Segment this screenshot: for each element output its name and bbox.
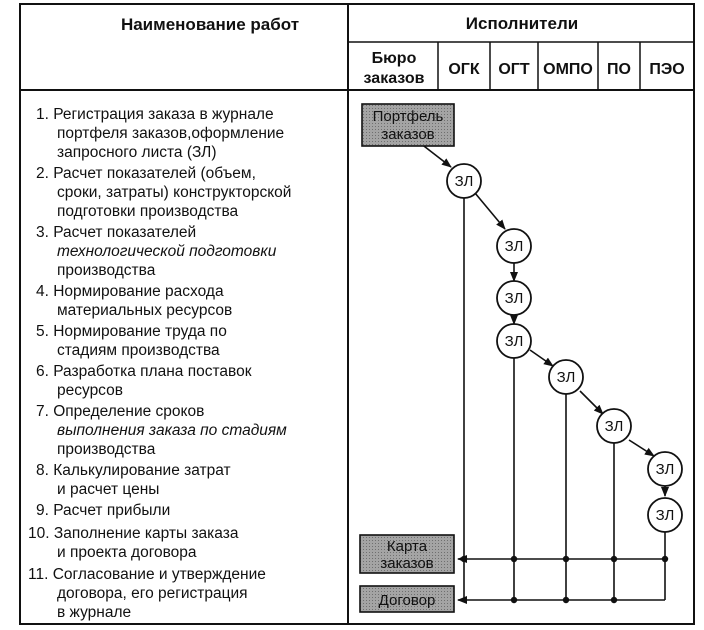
zl-node-3-label: ЗЛ <box>504 290 524 307</box>
zl-node-6-label: ЗЛ <box>604 418 624 435</box>
column-header-po: ПО <box>607 61 631 78</box>
zl-node-4-label: ЗЛ <box>504 333 524 350</box>
column-header-bureau-line2: заказов <box>363 70 425 87</box>
task-4-line1: 4. Нормирование расхода <box>36 283 224 300</box>
junction-dots <box>461 556 668 603</box>
task-2-line1: 2. Расчет показателей (объем, <box>36 165 256 182</box>
column-header-ogk: ОГК <box>448 61 480 78</box>
zl-nodes <box>447 164 682 532</box>
flow-connectors <box>420 143 665 600</box>
zl-node-2 <box>497 229 531 263</box>
task-8-line2: и расчет цены <box>57 481 160 498</box>
task-11-line1: 11. Согласование и утверждение <box>28 566 266 583</box>
zl-node-5 <box>549 360 583 394</box>
column-headers <box>364 50 685 87</box>
arrow-zl1-to-zl2 <box>475 193 505 229</box>
task-5-line1: 5. Нормирование труда по <box>36 323 227 340</box>
task-3-line1: 3. Расчет показателей <box>36 224 197 241</box>
task-6-line1: 6. Разработка плана поставок <box>36 363 252 380</box>
box-contract <box>360 586 454 612</box>
box-portfolio-line1: Портфель <box>372 108 444 125</box>
task-10-line1: 10. Заполнение карты заказа <box>28 525 239 542</box>
task-7-line2: выполнения заказа по стадиям <box>57 422 287 439</box>
task-1-line2: портфеля заказов,оформление <box>57 125 285 142</box>
task-8-line1: 8. Калькулирование затрат <box>36 462 231 479</box>
task-list <box>28 106 291 621</box>
zl-node-1 <box>447 164 481 198</box>
task-5-line2: стадиям производства <box>57 342 220 359</box>
task-1-line1: 1. Регистрация заказа в журнале <box>36 106 274 123</box>
box-portfolio-line2: заказов <box>381 126 435 143</box>
zl-node-3 <box>497 281 531 315</box>
task-1-line3: запросного листа (ЗЛ) <box>57 144 217 161</box>
task-6-line2: ресурсов <box>57 382 123 399</box>
task-3-line2: технологической подготовки <box>57 243 277 260</box>
zl-node-6 <box>597 409 631 443</box>
zl-node-1-label: ЗЛ <box>454 173 474 190</box>
box-portfolio <box>362 104 454 146</box>
zl-node-7 <box>648 452 682 486</box>
right-header: Исполнители <box>465 14 579 33</box>
task-7-line1: 7. Определение сроков <box>36 403 205 420</box>
zl-node-5-label: ЗЛ <box>556 369 576 386</box>
zl-node-8-label: ЗЛ <box>655 507 675 524</box>
task-4-line2: материальных ресурсов <box>57 302 233 319</box>
column-header-ompo: ОМПО <box>543 61 593 78</box>
task-10-line2: и проекта договора <box>57 544 197 561</box>
zl-node-7-label: ЗЛ <box>655 461 675 478</box>
column-header-ogt: ОГТ <box>498 61 530 78</box>
box-order-card <box>360 535 454 573</box>
task-9-line1: 9. Расчет прибыли <box>36 502 171 519</box>
zl-node-2-label: ЗЛ <box>504 238 524 255</box>
left-header: Наименование работ <box>120 15 300 34</box>
box-contract-line1: Договор <box>378 592 436 609</box>
task-7-line3: производства <box>57 441 156 458</box>
arrow-zl5-to-zl6 <box>580 391 603 414</box>
column-header-peo: ПЭО <box>649 61 685 78</box>
zl-node-8 <box>648 498 682 532</box>
task-11-line3: в журнале <box>57 604 132 621</box>
task-11-line2: договора, его регистрация <box>57 585 248 602</box>
box-order-card-line1: Карта <box>386 538 428 555</box>
task-3-line3: производства <box>57 262 156 279</box>
column-header-bureau-line1: Бюро <box>371 50 417 67</box>
box-order-card-line2: заказов <box>380 555 434 572</box>
task-2-line3: подготовки производства <box>57 203 239 220</box>
arrow-zl4-to-zl5 <box>530 350 553 366</box>
arrow-zl6-to-zl7 <box>629 440 654 456</box>
zl-node-4 <box>497 324 531 358</box>
task-2-line2: сроки, затраты) конструкторской <box>57 184 292 201</box>
